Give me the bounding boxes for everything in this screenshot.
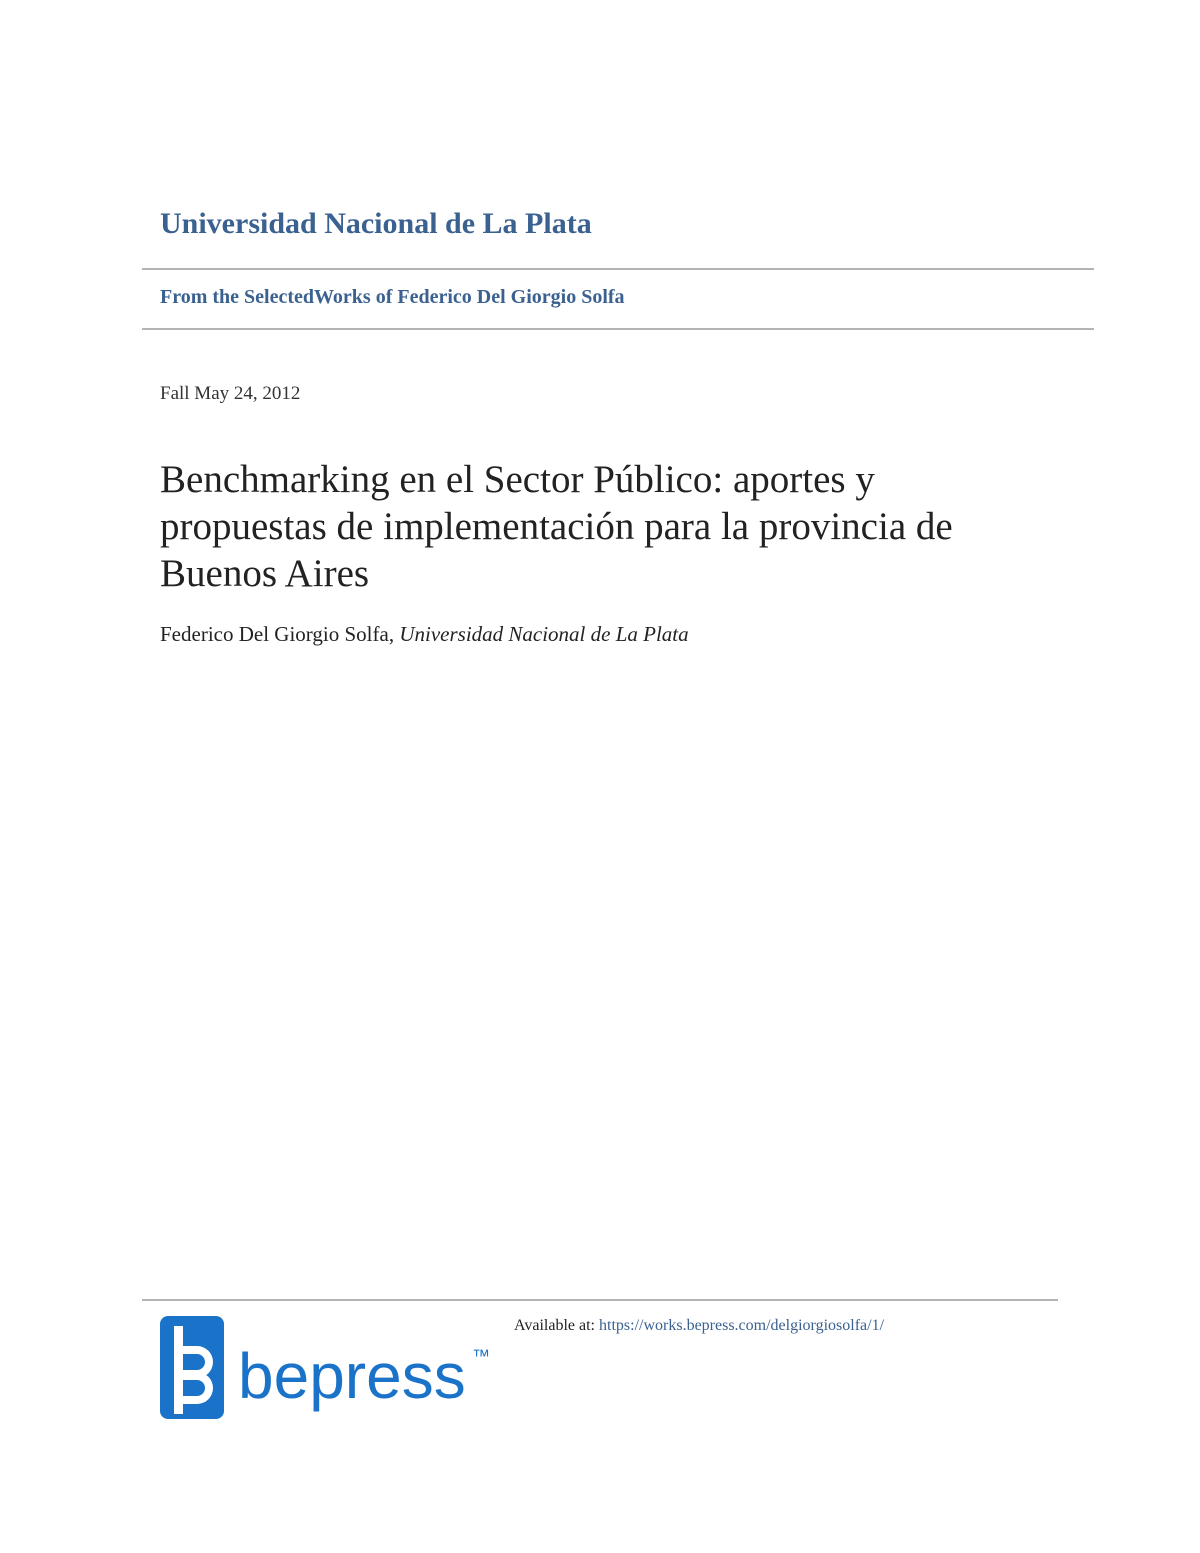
selectedworks-line: From the SelectedWorks of Federico Del Giorgio Solfa <box>160 286 625 308</box>
publication-date: Fall May 24, 2012 <box>160 383 301 404</box>
author-name: Federico Del Giorgio Solfa <box>160 622 389 646</box>
footer-divider <box>142 1299 1058 1301</box>
header-divider-bottom <box>142 328 1094 330</box>
available-label: Available at: <box>514 1317 599 1334</box>
institution-name: Universidad Nacional de La Plata <box>160 207 592 240</box>
bepress-logo <box>160 1316 505 1426</box>
author-affiliation: Universidad Nacional de La Plata <box>399 622 689 646</box>
availability-line <box>514 1317 884 1335</box>
works-url-link[interactable]: https://works.bepress.com/delgiorgiosolfa/1/ <box>599 1317 885 1334</box>
document-title: Benchmarking en el Sector Público: aportes y propuestas de implementación para la provincia de Buenos Aires <box>160 458 953 595</box>
header-divider-top <box>142 268 1094 270</box>
bepress-wordmark: bepress <box>238 1340 466 1412</box>
bepress-trademark: ™ <box>472 1346 490 1366</box>
author-separator: , <box>388 622 400 646</box>
author-line <box>160 622 689 647</box>
